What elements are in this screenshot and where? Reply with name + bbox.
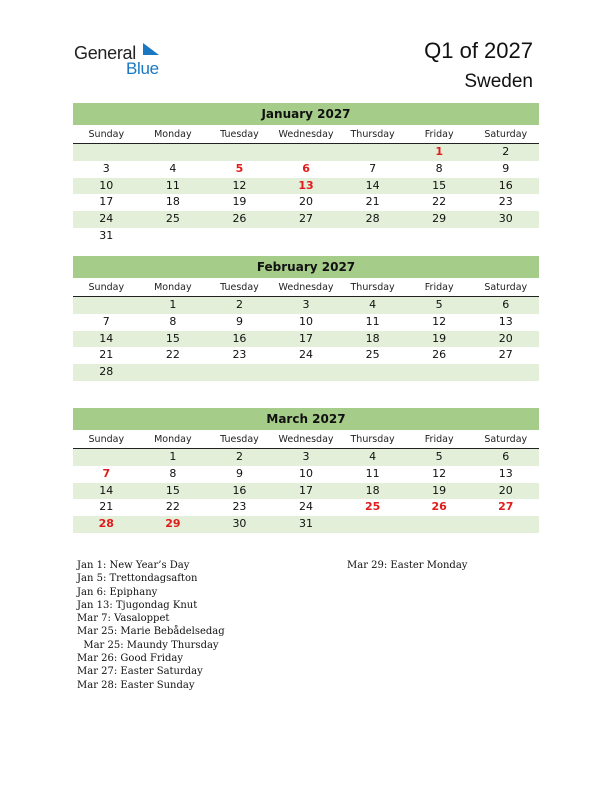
day-cell <box>206 228 273 245</box>
day-cell <box>339 144 406 161</box>
day-cell <box>273 144 340 161</box>
day-cell <box>140 228 207 245</box>
week-row <box>73 194 539 211</box>
day-cell <box>472 516 539 533</box>
day-cell: 14 <box>99 331 114 345</box>
day-cell: 15 <box>165 331 180 345</box>
day-cell: 9 <box>235 466 243 480</box>
week-row <box>73 211 539 228</box>
day-cell <box>472 364 539 381</box>
day-cell: 21 <box>365 195 380 209</box>
holiday-entry: Jan 5: Trettondagsafton <box>77 573 198 585</box>
day-cell: 10 <box>299 466 314 480</box>
weekday-header-row <box>73 279 539 297</box>
day-cell: 11 <box>165 178 180 192</box>
day-cell: 19 <box>432 483 447 497</box>
day-cell <box>73 449 140 466</box>
day-cell: 6 <box>502 298 510 311</box>
holiday-entry: Mar 28: Easter Sunday <box>77 679 195 691</box>
day-cell: 27 <box>299 212 314 226</box>
day-cell <box>406 364 473 381</box>
week-row <box>73 449 539 466</box>
day-cell: 18 <box>365 483 380 497</box>
weekday-label: Thursday <box>350 434 395 445</box>
weekday-label: Tuesday <box>220 434 259 445</box>
page-subtitle: Sweden <box>464 71 533 92</box>
day-cell <box>273 364 340 381</box>
day-cell: 23 <box>498 195 513 209</box>
day-cell: 4 <box>169 161 177 175</box>
holiday-list-secondary <box>347 559 467 572</box>
day-cell: 29 <box>432 212 447 226</box>
month-title: March 2027 <box>73 408 539 430</box>
day-cell: 25 <box>364 500 381 514</box>
day-cell: 28 <box>365 212 380 226</box>
day-cell: 20 <box>299 195 314 209</box>
week-row <box>73 499 539 516</box>
day-cell: 7 <box>369 161 377 175</box>
day-cell: 25 <box>165 212 180 226</box>
month-calendar <box>73 103 539 245</box>
day-cell <box>339 364 406 381</box>
day-cell: 4 <box>369 450 377 463</box>
day-cell: 27 <box>498 348 513 362</box>
day-cell: 6 <box>502 450 510 463</box>
holiday-entry: Mar 25: Marie Bebådelsedag <box>77 626 225 638</box>
day-cell: 17 <box>99 195 114 209</box>
generalblue-logo <box>74 40 184 80</box>
month-title: January 2027 <box>73 103 539 125</box>
day-cell <box>73 297 140 314</box>
week-row <box>73 347 539 364</box>
month-title: February 2027 <box>73 256 539 278</box>
day-cell: 26 <box>432 348 447 362</box>
weekday-label: Sunday <box>88 434 125 445</box>
day-cell: 24 <box>99 212 114 226</box>
weekday-label: Thursday <box>350 282 395 293</box>
day-cell: 28 <box>99 365 114 379</box>
day-cell: 12 <box>432 314 447 328</box>
weekday-label: Saturday <box>484 282 528 293</box>
day-cell: 3 <box>102 161 110 175</box>
day-cell: 13 <box>298 178 314 192</box>
holiday-list <box>77 559 225 692</box>
weekday-label: Friday <box>424 282 454 293</box>
day-cell: 10 <box>299 314 314 328</box>
day-cell: 5 <box>435 298 443 311</box>
day-cell: 2 <box>235 450 243 463</box>
page-title: Q1 of 2027 <box>424 38 533 63</box>
day-cell: 4 <box>369 298 377 311</box>
day-cell: 1 <box>435 145 443 158</box>
weekday-label: Wednesday <box>278 282 334 293</box>
day-cell: 14 <box>99 483 114 497</box>
weekday-label: Saturday <box>484 434 528 445</box>
day-cell <box>339 228 406 245</box>
logo-blue-text: Blue <box>126 59 159 78</box>
day-cell: 25 <box>365 348 380 362</box>
weekday-label: Wednesday <box>278 434 334 445</box>
day-cell: 31 <box>299 517 314 531</box>
day-cell: 20 <box>498 483 513 497</box>
week-row <box>73 364 539 381</box>
day-cell: 16 <box>232 331 247 345</box>
weekday-label: Wednesday <box>278 129 334 140</box>
holiday-entry: Mar 26: Good Friday <box>77 653 183 665</box>
week-row <box>73 331 539 348</box>
week-row <box>73 228 539 245</box>
holiday-entry: Mar 27: Easter Saturday <box>77 666 203 678</box>
day-cell: 24 <box>299 500 314 514</box>
day-cell <box>140 364 207 381</box>
day-cell: 16 <box>232 483 247 497</box>
day-cell: 12 <box>432 466 447 480</box>
holiday-entry: Mar 29: Easter Monday <box>347 560 468 571</box>
day-cell: 17 <box>299 331 314 345</box>
day-cell: 19 <box>232 195 247 209</box>
weekday-header-row <box>73 431 539 449</box>
day-cell: 22 <box>165 348 180 362</box>
holiday-entry: Jan 1: New Year’s Day <box>77 560 190 571</box>
weekday-label: Tuesday <box>220 129 259 140</box>
day-cell: 11 <box>365 466 380 480</box>
weekday-label: Thursday <box>350 129 395 140</box>
weekday-label: Sunday <box>88 129 125 140</box>
day-cell: 22 <box>432 195 447 209</box>
day-cell: 7 <box>102 466 111 480</box>
day-cell: 18 <box>165 195 180 209</box>
day-cell: 8 <box>435 161 443 175</box>
day-cell: 31 <box>99 228 114 242</box>
day-cell: 1 <box>169 450 177 463</box>
week-row <box>73 297 539 314</box>
weekday-label: Tuesday <box>220 282 259 293</box>
day-cell: 10 <box>99 178 114 192</box>
day-cell: 21 <box>99 348 114 362</box>
day-cell: 28 <box>98 517 114 531</box>
day-cell: 6 <box>302 161 310 175</box>
logo-general-text: General <box>74 43 136 63</box>
day-cell: 9 <box>235 314 243 328</box>
week-row <box>73 161 539 178</box>
day-cell: 7 <box>102 314 110 328</box>
month-calendar <box>73 408 539 533</box>
day-cell: 12 <box>232 178 247 192</box>
day-cell <box>339 516 406 533</box>
day-cell: 8 <box>169 314 177 328</box>
weekday-label: Sunday <box>88 282 125 293</box>
logo-triangle-icon <box>141 43 161 60</box>
weekday-label: Monday <box>154 282 192 293</box>
day-cell <box>273 228 340 245</box>
day-cell: 23 <box>232 500 247 514</box>
day-cell: 2 <box>235 298 243 311</box>
holiday-entry: Mar 7: Vasaloppet <box>77 613 170 625</box>
day-cell <box>406 516 473 533</box>
week-row <box>73 483 539 500</box>
day-cell: 30 <box>498 212 513 226</box>
day-cell <box>406 228 473 245</box>
week-row <box>73 144 539 161</box>
day-cell <box>206 364 273 381</box>
week-row <box>73 178 539 195</box>
week-row <box>73 314 539 331</box>
weekday-header-row <box>73 126 539 144</box>
day-cell: 3 <box>302 298 310 311</box>
day-cell: 13 <box>498 466 513 480</box>
day-cell: 9 <box>502 161 510 175</box>
weekday-label: Friday <box>424 434 454 445</box>
day-cell: 26 <box>232 212 247 226</box>
day-cell: 3 <box>302 450 310 463</box>
day-cell: 2 <box>502 145 510 158</box>
week-row <box>73 466 539 483</box>
day-cell: 14 <box>365 178 380 192</box>
month-calendar <box>73 256 539 381</box>
day-cell: 15 <box>432 178 447 192</box>
day-cell <box>472 228 539 245</box>
day-cell: 30 <box>232 517 247 531</box>
holiday-entry: Mar 25: Maundy Thursday <box>77 639 219 651</box>
weekday-label: Monday <box>154 129 192 140</box>
holiday-entry: Jan 6: Epiphany <box>77 586 158 598</box>
day-cell: 19 <box>432 331 447 345</box>
weekday-label: Friday <box>424 129 454 140</box>
day-cell: 5 <box>435 450 443 463</box>
day-cell: 29 <box>165 517 181 531</box>
day-cell: 1 <box>169 298 177 311</box>
day-cell: 8 <box>169 466 177 480</box>
day-cell <box>140 144 207 161</box>
day-cell: 16 <box>498 178 513 192</box>
day-cell: 5 <box>235 161 244 175</box>
day-cell: 26 <box>431 500 447 514</box>
day-cell <box>73 144 140 161</box>
day-cell: 17 <box>299 483 314 497</box>
weekday-label: Monday <box>154 434 192 445</box>
day-cell: 21 <box>99 500 114 514</box>
week-row <box>73 516 539 533</box>
day-cell: 24 <box>299 348 314 362</box>
holiday-entry: Jan 13: Tjugondag Knut <box>77 599 198 611</box>
day-cell: 22 <box>165 500 180 514</box>
weekday-label: Saturday <box>484 129 528 140</box>
day-cell: 23 <box>232 348 247 362</box>
day-cell: 13 <box>498 314 513 328</box>
day-cell: 11 <box>365 314 380 328</box>
day-cell: 20 <box>498 331 513 345</box>
day-cell <box>206 144 273 161</box>
day-cell: 18 <box>365 331 380 345</box>
day-cell: 27 <box>498 500 514 514</box>
day-cell: 15 <box>165 483 180 497</box>
